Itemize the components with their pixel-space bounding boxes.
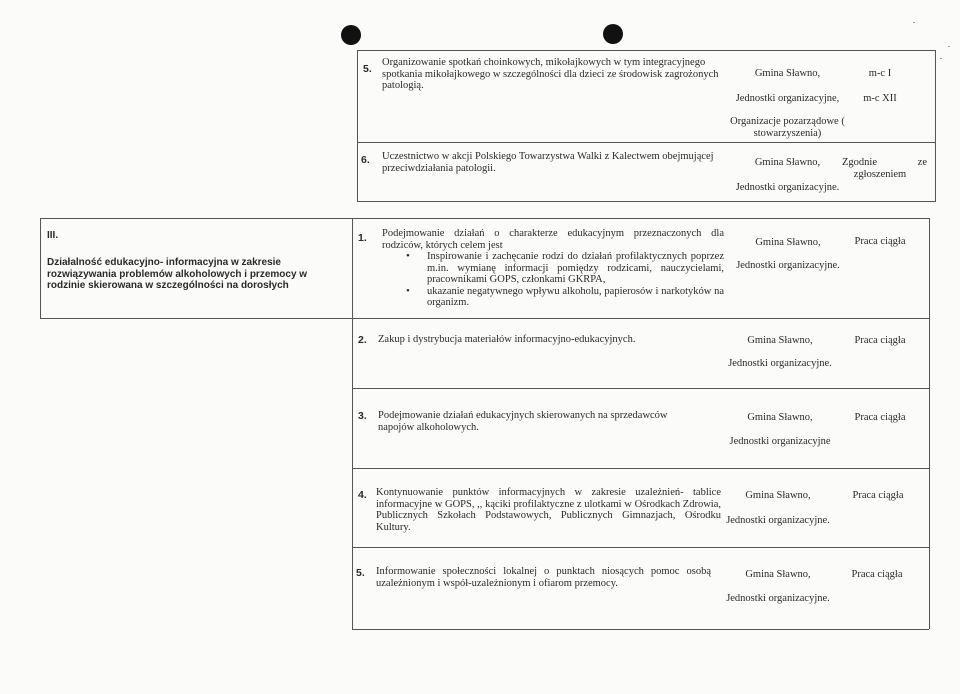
- table-rule: [352, 468, 929, 469]
- table-rule: [352, 547, 353, 629]
- task-description: Kontynuowanie punktów informacyjnych w zakresie uzależnień- tablice informacyjne w GOPS, ,, kąciki profilaktyczne z ulotkami w Ośrodkach Zdrowia, Publicznych Szkołach Podstawowych, Publicznych Gimnazjach, Ośrodku Kultury.: [376, 487, 721, 533]
- table-rule: [929, 468, 930, 547]
- table-rule: [929, 318, 930, 388]
- term-line: Praca ciągła: [852, 490, 904, 501]
- organizer-line: Organizacje pozarządowe ( stowarzyszenia): [730, 116, 845, 139]
- table-rule: [40, 218, 41, 318]
- table-rule: [352, 468, 353, 547]
- task-description: Podejmowanie działań edukacyjnych skierowanych na sprzedawców napojów alkoholowych.: [378, 410, 668, 433]
- table-rule: [929, 218, 930, 318]
- organizer-line: Jednostki organizacyjne.: [735, 182, 840, 193]
- table-rule: [352, 388, 353, 468]
- organizer-line: Gmina Sławno,: [747, 412, 813, 423]
- scan-speck: [913, 22, 915, 23]
- row-number: 3.: [358, 410, 367, 422]
- section-title: Działalność edukacyjno- informacyjna w zakresie rozwiązywania problemów alkoholowych i przemocy w rodzinie skierowana w szczególności na dorosłych: [47, 257, 308, 291]
- organizer-line: Gmina Sławno,: [745, 490, 811, 501]
- term-line: Praca ciągła: [854, 335, 906, 346]
- organizer-line: Gmina Sławno,: [754, 157, 821, 168]
- organizer-line: Gmina Sławno,: [755, 237, 821, 248]
- table-rule: [40, 218, 352, 219]
- table-rule: [40, 318, 352, 319]
- section-number: III.: [47, 230, 59, 241]
- organizer-line: Gmina Sławno,: [754, 68, 821, 79]
- organizer-line: Jednostki organizacyjne.: [736, 260, 840, 271]
- organizer-line: Jednostki organizacyjne: [729, 436, 831, 447]
- table-rule: [929, 388, 930, 468]
- table-rule: [352, 218, 930, 219]
- table-rule: [357, 50, 935, 51]
- row-number: 5.: [363, 63, 372, 75]
- table-rule: [357, 142, 358, 202]
- term-line: Zgodnie ze: [842, 157, 927, 168]
- table-rule: [357, 142, 935, 143]
- term-line: m-c XII: [863, 93, 897, 104]
- task-bullets: [382, 251, 724, 309]
- binder-hole-left: [341, 25, 361, 45]
- row-number: 2.: [358, 334, 367, 346]
- organizer-line: Jednostki organizacyjne.: [728, 358, 832, 369]
- organizer-line: Gmina Sławno,: [745, 569, 811, 580]
- term-line: m-c I: [868, 68, 892, 79]
- task-bullet: • ukazanie negatywnego wpływu alkoholu, papierosów i narkotyków na organizm.: [382, 286, 724, 309]
- term-line: Praca ciągła: [851, 569, 903, 580]
- binder-hole-right: [603, 24, 623, 44]
- organizer-line: Jednostki organizacyjne,: [735, 93, 840, 104]
- task-description: Informowanie społeczności lokalnej o punktach niosących pomoc osobą uzależnionym i współ-uzależnionym i ofiarom przemocy.: [376, 566, 711, 589]
- task-lead: Podejmowanie działań o charakterze edukacyjnym przeznaczonych dla rodziców, których celem jest: [382, 228, 724, 251]
- task-bullet: • Inspirowanie i zachęcanie rodzi do działań profilaktycznych poprzez m.in. wymianę informacji pomiędzy rodzicami, nauczycielami, pracownikami GOPS, członkami GKRPA,: [382, 251, 724, 286]
- organizer-line: Gmina Sławno,: [747, 335, 813, 346]
- table-rule: [352, 629, 929, 630]
- table-rule: [352, 388, 929, 389]
- organizer-line: Jednostki organizacyjne.: [726, 593, 830, 604]
- scan-speck: [940, 58, 942, 59]
- task-description: Organizowanie spotkań choinkowych, mikołajkowych w tym integracyjnego spotkania mikołajkowego w szczególności dla dzieci ze środowisk zagrożonych patologią.: [382, 57, 719, 91]
- table-rule: [929, 547, 930, 629]
- term-line: Praca ciągła: [854, 236, 906, 247]
- table-rule: [357, 50, 358, 142]
- table-rule: [935, 142, 936, 202]
- term-line: zgłoszeniem: [853, 169, 907, 180]
- organizer-line: Jednostki organizacyjne.: [726, 515, 830, 526]
- table-rule: [935, 50, 936, 142]
- scan-speck: [948, 46, 950, 47]
- term-line: Praca ciągła: [854, 412, 906, 423]
- table-rule: [352, 318, 929, 319]
- task-description: Uczestnictwo w akcji Polskiego Towarzystwa Walki z Kalectwem obejmującej przeciwdziałania patologii.: [382, 151, 714, 174]
- task-cell: [382, 228, 724, 309]
- table-rule: [352, 218, 353, 318]
- row-number: 4.: [358, 489, 367, 501]
- row-number: 6.: [361, 154, 370, 166]
- table-rule: [357, 201, 935, 202]
- task-description: Zakup i dystrybucja materiałów informacyjno-edukacyjnych.: [378, 334, 636, 345]
- row-number: 1.: [358, 232, 367, 244]
- row-number: 5.: [356, 567, 365, 579]
- table-rule: [352, 547, 929, 548]
- table-rule: [352, 318, 353, 388]
